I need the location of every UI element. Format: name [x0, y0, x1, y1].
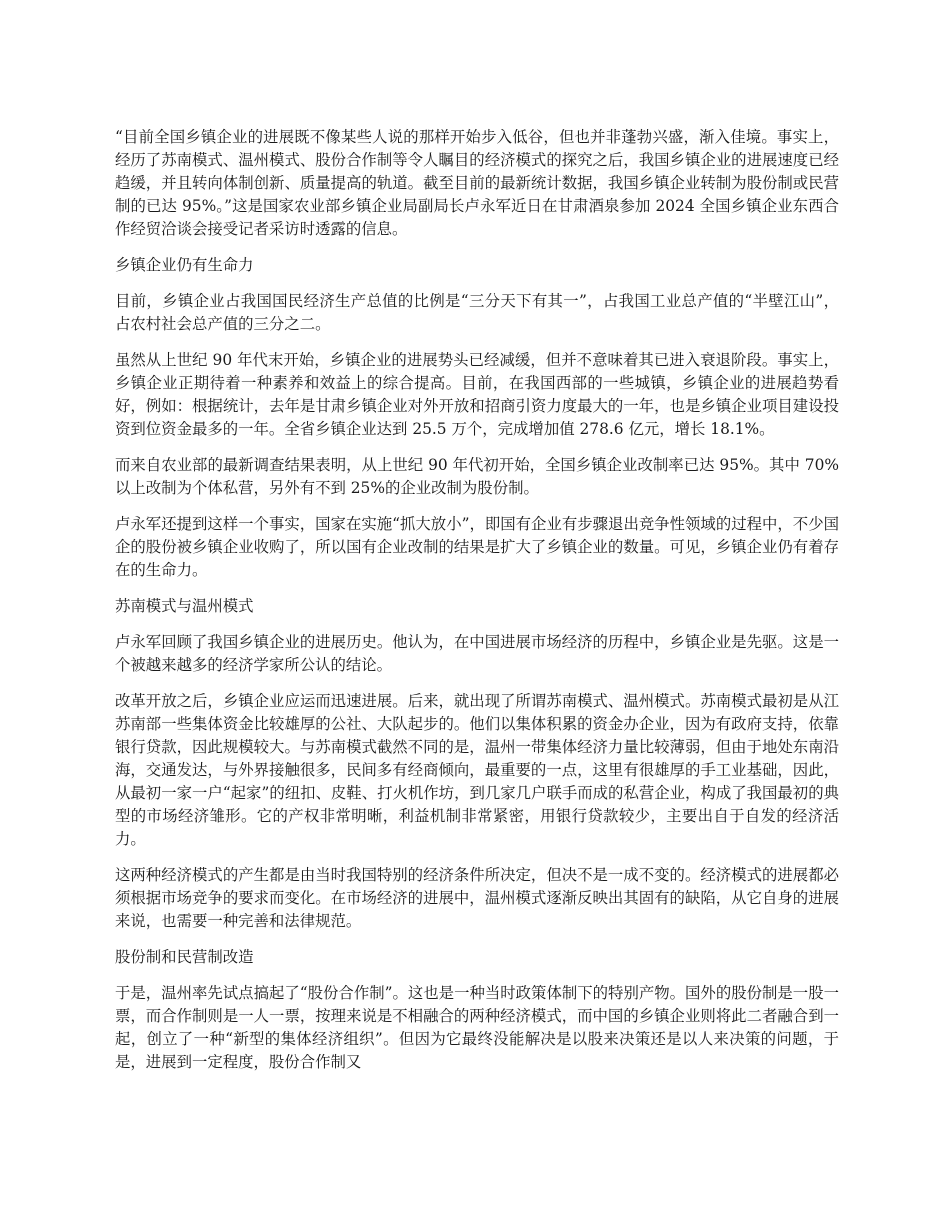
paragraph-shareholding: 于是，温州率先试点搞起了“股份合作制”。这也是一种当时政策体制下的特别产物。国外的股份制是一股一票，而合作制则是一人一票，按理来说是不相融合的两种经济模式，而中国的乡镇企业则将此二者融合到一起，创立了一种“新型的集体经济组织”。但因为它最终没能解决是以股来决策还是以人来决策的问题，于是，进展到一定程度，股份合作制又 [115, 984, 839, 1071]
paragraph-trend: 虽然从上世纪 90 年代末开始，乡镇企业的进展势头已经减缓，但并不意味着其已进入衰退阶段。事实上，乡镇企业正期待着一种素养和效益上的综合提高。目前，在我国西部的一些城镇，乡镇企业的进展趋势看好，例如：根据统计，去年是甘肃乡镇企业对外开放和招商引资力度最大的一年，也是乡镇企业项目建设投资到位资金最多的一年。全省乡镇企业达到 25.5 万个，完成增加值 278.6 亿元，增长 18.1%。 [115, 351, 839, 438]
paragraph-model-change: 这两种经济模式的产生都是由当时我国特别的经济条件所决定，但决不是一成不变的。经济模式的进展都必须根据市场竞争的要求而变化。在市场经济的进展中，温州模式逐渐反映出其固有的缺陷，从它自身的进展来说，也需要一种完善和法律规范。 [115, 866, 839, 930]
article-body [115, 126, 839, 1087]
section-heading-shareholding: 股份制和民营制改造 [115, 948, 254, 966]
section-heading-models: 苏南模式与温州模式 [115, 597, 254, 615]
paragraph-share: 目前，乡镇企业占我国国民经济生产总值的比例是“三分天下有其一”，占我国工业总产值的“半壁江山”，占农村社会总产值的三分之二。 [115, 292, 839, 333]
paragraph-state-reform: 卢永军还提到这样一个事实，国家在实施“抓大放小”，即国有企业有步骤退出竞争性领域的过程中，不少国企的股份被乡镇企业收购了，所以国有企业改制的结果是扩大了乡镇企业的数量。可见，乡镇企业仍有着存在的生命力。 [115, 515, 839, 579]
section-heading-vitality: 乡镇企业仍有生命力 [115, 256, 254, 274]
paragraph-intro: “目前全国乡镇企业的进展既不像某些人说的那样开始步入低谷，但也并非蓬勃兴盛，渐入佳境。事实上，经历了苏南模式、温州模式、股份合作制等令人瞩目的经济模式的探究之后，我国乡镇企业的进展速度已经趋缓，并且转向体制创新、质量提高的轨道。截至目前的最新统计数据，我国乡镇企业转制为股份制或民营制的已达 95%。”这是国家农业部乡镇企业局副局长卢永军近日在甘肃酒泉参加 2024 全国乡镇企业东西合作经贸洽谈会接受记者采访时透露的信息。 [115, 128, 839, 238]
paragraph-reform-models: 改革开放之后，乡镇企业应运而迅速进展。后来，就出现了所谓苏南模式、温州模式。苏南模式最初是从江苏南部一些集体资金比较雄厚的公社、大队起步的。他们以集体积累的资金办企业，因为有政府支持，依靠银行贷款，因此规模较大。与苏南模式截然不同的是，温州一带集体经济力量比较薄弱，但由于地处东南沿海，交通发达，与外界接触很多，民间多有经商倾向，最重要的一点，这里有很雄厚的手工业基础，因此，从最初一家一户“起家”的纽扣、皮鞋、打火机作坊，到几家几户联手而成的私营企业，构成了我国最初的典型的市场经济雏形。它的产权非常明晰，利益机制非常紧密，用银行贷款较少，主要出自于自发的经济活力。 [115, 692, 839, 848]
paragraph-history: 卢永军回顾了我国乡镇企业的进展历史。他认为，在中国进展市场经济的历程中，乡镇企业是先驱。这是一个被越来越多的经济学家所公认的结论。 [115, 633, 839, 674]
paragraph-survey: 而来自农业部的最新调查结果表明，从上世纪 90 年代初开始，全国乡镇企业改制率已达 95%。其中 70%以上改制为个体私营，另外有不到 25%的企业改制为股份制。 [115, 456, 839, 497]
